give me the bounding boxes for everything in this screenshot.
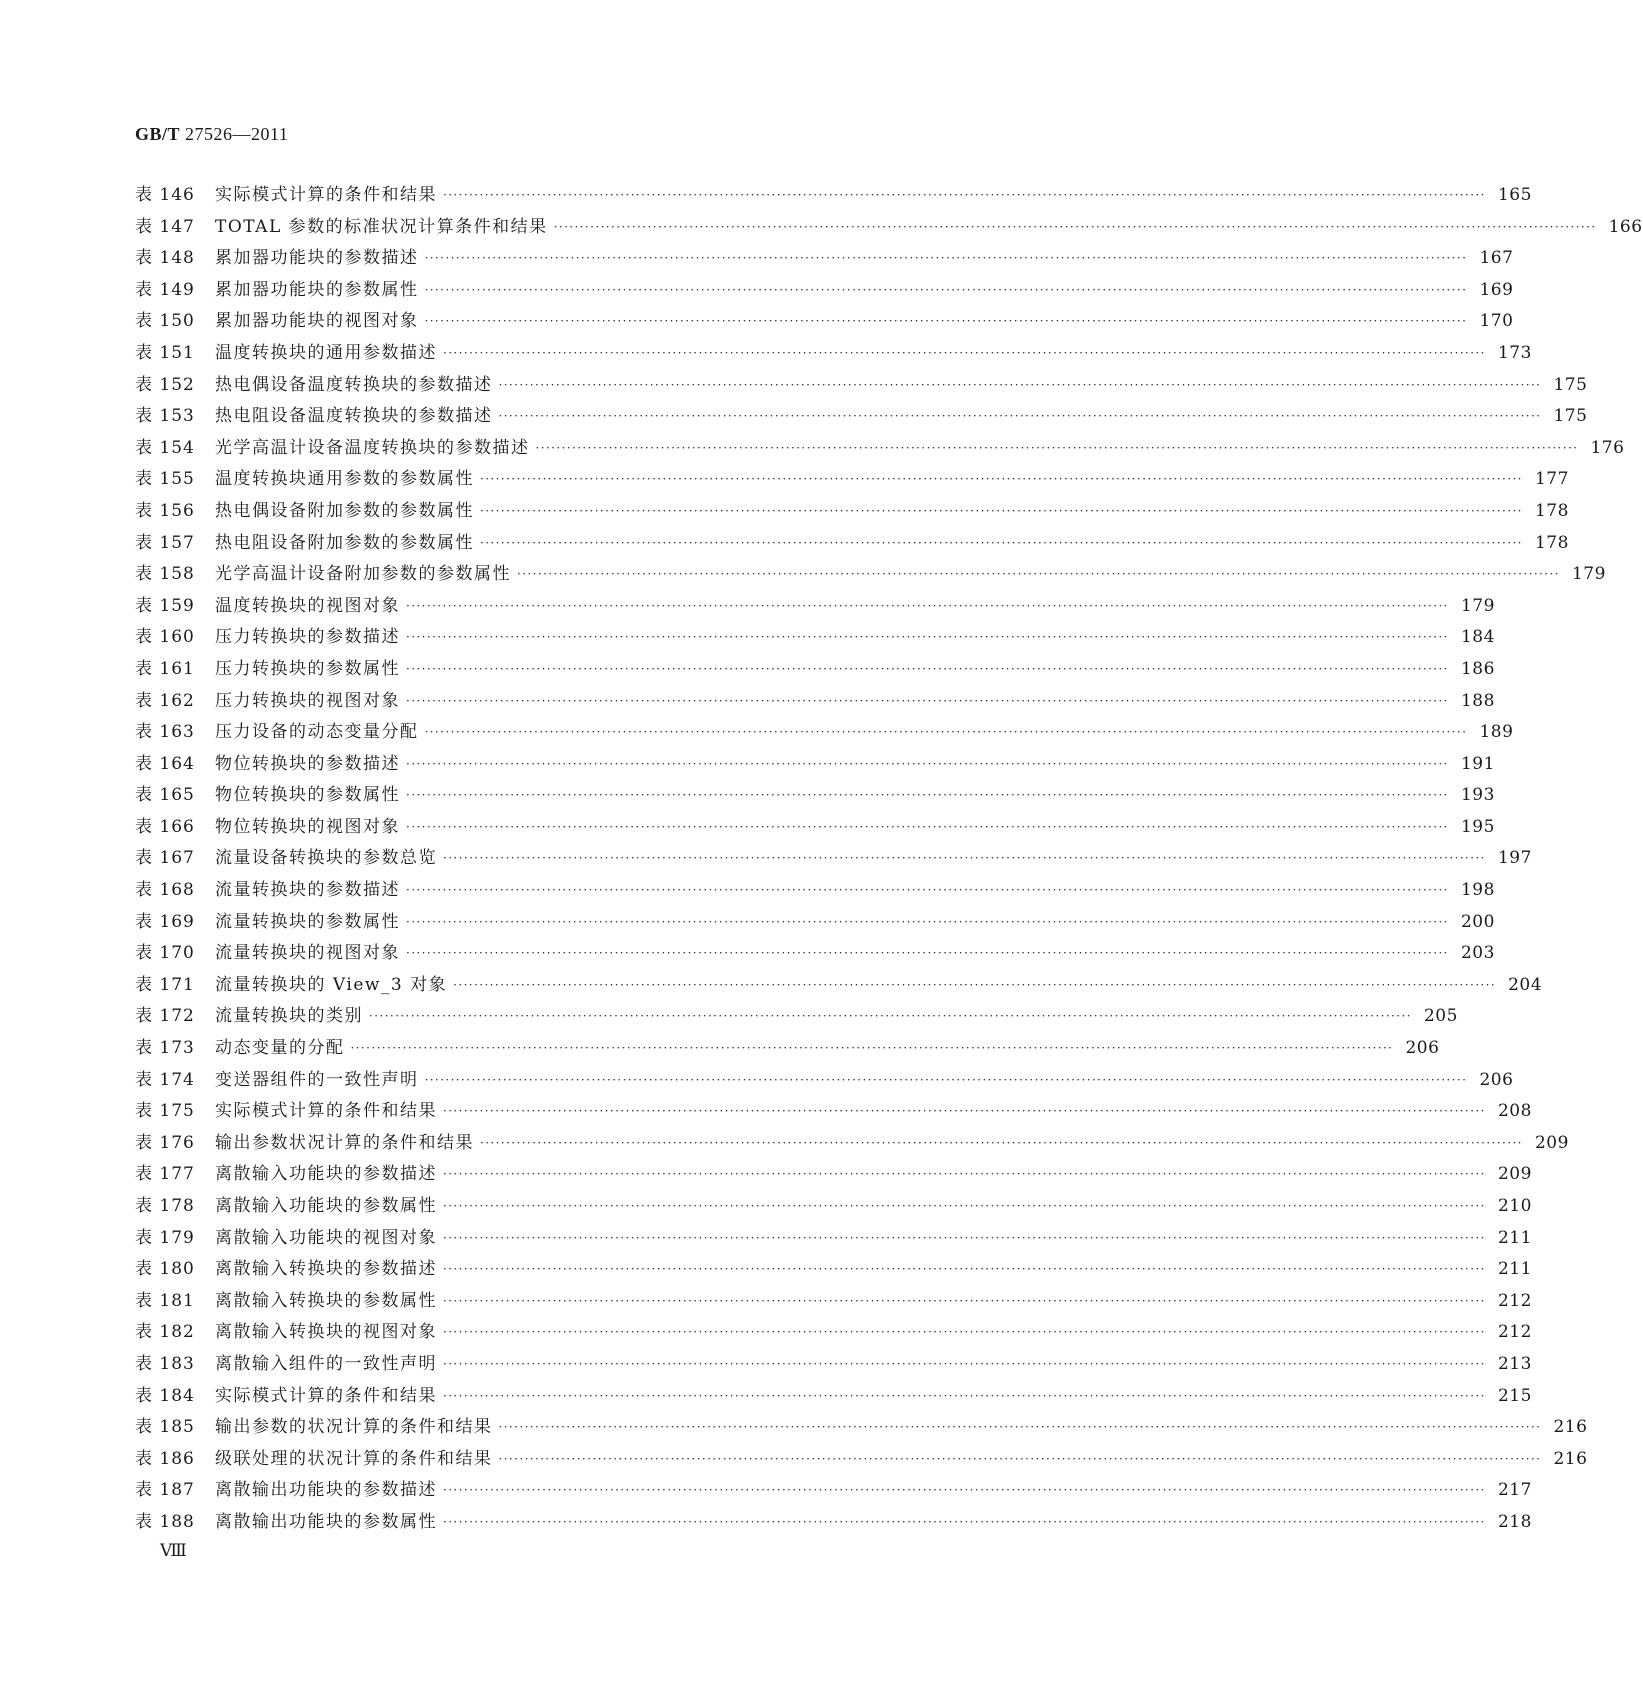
toc-entry-page: 209 — [1497, 1164, 1532, 1185]
toc-dot-leader: ········································································································································································································ — [443, 1483, 1486, 1498]
toc-entry-title: 离散输出功能块的参数属性 — [215, 1507, 443, 1532]
toc-entry-page: 177 — [1534, 469, 1569, 490]
toc-entry-number: 表 187 — [135, 1480, 195, 1501]
toc-entry[interactable] — [135, 1475, 1532, 1507]
toc-entry[interactable] — [135, 1317, 1532, 1349]
toc-dot-leader: ········································································································································································································ — [480, 503, 1523, 518]
toc-entry-page: 210 — [1497, 1196, 1532, 1216]
toc-entry-page: 176 — [1590, 437, 1625, 458]
toc-entry-page: 208 — [1497, 1101, 1532, 1122]
toc-entry[interactable] — [135, 1033, 1440, 1065]
toc-entry-title: 流量转换块的 View_3 对象 — [215, 970, 453, 995]
toc-entry-title: 离散输入组件的一致性声明 — [215, 1349, 443, 1374]
toc-dot-leader: ········································································································································································································ — [406, 883, 1449, 898]
toc-entry[interactable] — [135, 306, 1514, 338]
toc-entry-title: 压力转换块的参数描述 — [215, 622, 406, 647]
toc-entry-title: 物位转换块的参数描述 — [215, 749, 406, 774]
toc-entry-title: 流量转换块的参数属性 — [215, 907, 406, 932]
toc-entry[interactable] — [135, 464, 1569, 496]
toc-entry[interactable] — [135, 1286, 1532, 1318]
toc-entry[interactable] — [135, 1065, 1514, 1097]
toc-dot-leader: ········································································································································································································ — [369, 1009, 1412, 1024]
toc-entry-title: 光学高温计设备附加参数的参数属性 — [215, 559, 517, 584]
toc-entry-title: 压力设备的动态变量分配 — [215, 717, 425, 742]
standard-number: 27526—2011 — [185, 124, 289, 144]
toc-dot-leader: ········································································································································································································ — [480, 472, 1523, 487]
toc-entry-number: 表 176 — [135, 1132, 195, 1153]
toc-entry-number: 表 146 — [135, 185, 195, 205]
toc-entry-title: 流量设备转换块的参数总览 — [215, 843, 443, 868]
toc-entry-number: 表 183 — [135, 1353, 195, 1374]
toc-dot-leader: ········································································································································································································ — [424, 251, 1468, 266]
toc-entry[interactable] — [135, 622, 1495, 654]
toc-entry-number: 表 170 — [135, 943, 195, 964]
toc-entry-title: 物位转换块的视图对象 — [215, 812, 406, 837]
toc-entry[interactable] — [135, 1444, 1588, 1476]
toc-entry[interactable] — [135, 686, 1495, 718]
toc-entry-title: 级联处理的状况计算的条件和结果 — [215, 1444, 499, 1469]
toc-entry[interactable] — [135, 275, 1514, 307]
document-header — [135, 124, 288, 145]
toc-dot-leader: ········································································································································································································ — [406, 693, 1449, 708]
toc-entry[interactable] — [135, 843, 1532, 875]
toc-entry-title: 热电阻设备温度转换块的参数描述 — [215, 401, 499, 426]
toc-dot-leader: ········································································································································································································ — [480, 535, 1523, 550]
toc-dot-leader: ········································································································································································································ — [498, 1451, 1542, 1466]
toc-entry[interactable] — [135, 1381, 1532, 1413]
toc-entry-number: 表 152 — [135, 374, 195, 395]
toc-entry-title: 温度转换块的视图对象 — [215, 591, 406, 616]
toc-dot-leader: ········································································································································································································ — [517, 567, 1560, 582]
toc-entry-page: 169 — [1479, 279, 1514, 300]
toc-entry-title: 实际模式计算的条件和结果 — [215, 180, 443, 205]
toc-entry[interactable] — [135, 1001, 1458, 1033]
toc-dot-leader: ········································································································································································································ — [406, 788, 1449, 803]
toc-dot-leader: ········································································································································································································ — [424, 725, 1468, 740]
toc-entry-page: 204 — [1508, 974, 1543, 995]
toc-entry-title: 压力转换块的视图对象 — [215, 686, 406, 711]
toc-entry-number: 表 188 — [135, 1511, 195, 1532]
toc-dot-leader: ········································································································································································································ — [443, 1293, 1486, 1308]
toc-entry-title: 离散输入功能块的参数属性 — [215, 1191, 443, 1216]
toc-entry-page: 166 — [1608, 216, 1643, 237]
toc-dot-leader: ········································································································································································································ — [453, 977, 1497, 992]
toc-dot-leader: ········································································································································································································ — [553, 219, 1597, 234]
toc-entry[interactable] — [135, 1349, 1532, 1381]
toc-entry[interactable] — [135, 1191, 1532, 1223]
toc-entry-title: 实际模式计算的条件和结果 — [215, 1381, 443, 1406]
toc-entry-page: 205 — [1423, 1006, 1458, 1027]
toc-entry-title: 离散输入转换块的参数描述 — [215, 1254, 443, 1279]
toc-entry-number: 表 153 — [135, 406, 195, 427]
toc-entry-number: 表 184 — [135, 1385, 195, 1406]
toc-entry-page: 212 — [1497, 1322, 1532, 1343]
toc-entry-number: 表 174 — [135, 1069, 195, 1090]
toc-entry-number: 表 185 — [135, 1417, 195, 1438]
toc-dot-leader: ········································································································································································································ — [498, 1420, 1542, 1435]
toc-entry-page: 170 — [1479, 311, 1514, 332]
toc-entry-title: 输出参数的状况计算的条件和结果 — [215, 1412, 499, 1437]
toc-dot-leader: ········································································································································································································ — [443, 851, 1486, 866]
toc-entry-number: 表 147 — [135, 216, 195, 237]
toc-entry-page: 186 — [1460, 658, 1495, 679]
toc-entry-number: 表 164 — [135, 753, 195, 774]
toc-entry-title: 流量转换块的类别 — [215, 1001, 369, 1026]
toc-entry[interactable] — [135, 433, 1625, 465]
toc-entry-page: 175 — [1553, 406, 1588, 427]
toc-entry-page: 211 — [1497, 1227, 1532, 1248]
toc-entry-title: 变送器组件的一致性声明 — [215, 1065, 425, 1090]
toc-entry-page: 188 — [1460, 690, 1495, 711]
toc-entry-page: 179 — [1571, 564, 1606, 585]
toc-entry-page: 173 — [1497, 342, 1532, 363]
toc-dot-leader: ········································································································································································································ — [424, 1072, 1468, 1087]
toc-entry-page: 203 — [1460, 943, 1495, 964]
table-of-contents — [135, 180, 1643, 1539]
toc-dot-leader: ········································································································································································································ — [443, 1230, 1486, 1245]
toc-entry[interactable] — [135, 1128, 1569, 1160]
toc-entry[interactable] — [135, 338, 1532, 370]
toc-entry-title: 热电偶设备温度转换块的参数描述 — [215, 370, 499, 395]
toc-entry-page: 215 — [1497, 1385, 1532, 1406]
toc-entry-number: 表 157 — [135, 532, 195, 553]
toc-dot-leader: ········································································································································································································ — [443, 188, 1486, 202]
toc-dot-leader: ········································································································································································································ — [406, 630, 1449, 645]
toc-entry-number: 表 150 — [135, 311, 195, 332]
toc-entry-page: 167 — [1479, 248, 1514, 269]
toc-dot-leader: ········································································································································································································ — [498, 409, 1542, 424]
toc-entry-page: 191 — [1460, 753, 1495, 774]
toc-entry-number: 表 169 — [135, 911, 195, 932]
toc-entry[interactable] — [135, 591, 1495, 623]
toc-dot-leader: ········································································································································································································ — [443, 345, 1486, 360]
toc-dot-leader: ········································································································································································································ — [443, 1388, 1486, 1403]
toc-entry-title: 累加器功能块的参数属性 — [215, 275, 425, 300]
toc-entry-number: 表 161 — [135, 658, 195, 679]
toc-entry-page: 197 — [1497, 848, 1532, 869]
toc-entry[interactable] — [135, 559, 1606, 591]
toc-entry-page: 195 — [1460, 816, 1495, 837]
toc-dot-leader: ········································································································································································································ — [480, 1135, 1523, 1150]
toc-entry-number: 表 160 — [135, 627, 195, 648]
toc-entry-number: 表 175 — [135, 1101, 195, 1122]
toc-entry[interactable] — [135, 1507, 1532, 1539]
toc-entry-page: 198 — [1460, 880, 1495, 901]
toc-entry-title: 动态变量的分配 — [215, 1033, 351, 1058]
toc-entry-number: 表 148 — [135, 248, 195, 269]
toc-entry[interactable] — [135, 528, 1569, 560]
toc-entry-title: 温度转换块的通用参数描述 — [215, 338, 443, 363]
toc-entry-title: 物位转换块的参数属性 — [215, 780, 406, 805]
toc-dot-leader: ········································································································································································································ — [535, 440, 1579, 455]
toc-entry-title: 输出参数状况计算的条件和结果 — [215, 1128, 480, 1153]
toc-entry[interactable] — [135, 1223, 1532, 1255]
toc-entry-number: 表 154 — [135, 437, 195, 458]
toc-dot-leader: ········································································································································································································ — [406, 914, 1449, 929]
toc-entry[interactable] — [135, 717, 1514, 749]
toc-entry[interactable] — [135, 401, 1588, 433]
toc-entry-number: 表 182 — [135, 1322, 195, 1343]
toc-entry-title: 热电阻设备附加参数的参数属性 — [215, 528, 480, 553]
toc-entry-page: 206 — [1479, 1069, 1514, 1090]
toc-entry[interactable] — [135, 1159, 1532, 1191]
toc-entry-page: 213 — [1497, 1353, 1532, 1374]
toc-entry[interactable] — [135, 496, 1569, 528]
toc-dot-leader: ········································································································································································································ — [443, 1356, 1486, 1371]
toc-entry-number: 表 173 — [135, 1038, 195, 1059]
toc-entry-title: 光学高温计设备温度转换块的参数描述 — [215, 433, 536, 458]
toc-entry-page: 209 — [1534, 1132, 1569, 1153]
page-number: Ⅷ — [160, 1541, 186, 1560]
toc-entry-title: TOTAL 参数的标准状况计算条件和结果 — [215, 212, 554, 237]
toc-entry-page: 178 — [1534, 500, 1569, 521]
toc-entry-page: 206 — [1405, 1038, 1440, 1059]
toc-dot-leader: ········································································································································································································ — [406, 661, 1449, 676]
toc-entry[interactable] — [135, 1412, 1588, 1444]
toc-entry-number: 表 163 — [135, 722, 195, 743]
toc-entry[interactable] — [135, 970, 1543, 1002]
toc-entry-title: 累加器功能块的参数描述 — [215, 243, 425, 268]
toc-entry-title: 流量转换块的视图对象 — [215, 938, 406, 963]
toc-entry[interactable] — [135, 370, 1588, 402]
toc-entry[interactable] — [135, 938, 1495, 970]
toc-dot-leader: ········································································································································································································ — [443, 1167, 1486, 1182]
toc-entry-number: 表 165 — [135, 785, 195, 806]
standard-code: GB/T — [135, 124, 181, 144]
toc-dot-leader: ········································································································································································································ — [350, 1041, 1394, 1056]
toc-dot-leader: ········································································································································································································ — [443, 1199, 1486, 1213]
toc-dot-leader: ········································································································································································································ — [424, 314, 1468, 329]
toc-entry-title: 压力转换块的参数属性 — [215, 654, 406, 679]
toc-entry-number: 表 186 — [135, 1448, 195, 1469]
toc-entry-page: 179 — [1460, 595, 1495, 616]
toc-entry[interactable] — [135, 180, 1532, 212]
toc-entry-number: 表 179 — [135, 1227, 195, 1248]
toc-entry-number: 表 158 — [135, 564, 195, 585]
toc-dot-leader: ········································································································································································································ — [443, 1262, 1486, 1277]
toc-entry[interactable] — [135, 907, 1495, 939]
toc-entry-number: 表 177 — [135, 1164, 195, 1185]
toc-entry-title: 离散输入转换块的参数属性 — [215, 1286, 443, 1311]
toc-entry-page: 211 — [1497, 1259, 1532, 1280]
toc-entry[interactable] — [135, 654, 1495, 686]
toc-entry-page: 165 — [1497, 185, 1532, 205]
toc-entry-page: 212 — [1497, 1290, 1532, 1311]
toc-entry-number: 表 149 — [135, 279, 195, 300]
toc-entry[interactable] — [135, 780, 1495, 812]
toc-entry[interactable] — [135, 212, 1643, 244]
toc-entry-title: 流量转换块的参数描述 — [215, 875, 406, 900]
toc-entry-page: 218 — [1497, 1511, 1532, 1532]
toc-entry-title: 温度转换块通用参数的参数属性 — [215, 464, 480, 489]
toc-entry-number: 表 172 — [135, 1006, 195, 1027]
toc-entry-number: 表 180 — [135, 1259, 195, 1280]
toc-entry-number: 表 162 — [135, 690, 195, 711]
toc-entry-number: 表 168 — [135, 880, 195, 901]
toc-dot-leader: ········································································································································································································ — [406, 946, 1449, 961]
toc-entry-page: 217 — [1497, 1480, 1532, 1501]
toc-entry-title: 离散输入功能块的参数描述 — [215, 1159, 443, 1184]
toc-entry[interactable] — [135, 243, 1514, 275]
toc-entry-number: 表 151 — [135, 342, 195, 363]
toc-entry-page: 184 — [1460, 627, 1495, 648]
toc-entry-title: 实际模式计算的条件和结果 — [215, 1096, 443, 1121]
toc-entry[interactable] — [135, 1254, 1532, 1286]
toc-entry-title: 热电偶设备附加参数的参数属性 — [215, 496, 480, 521]
toc-entry-page: 175 — [1553, 374, 1588, 395]
toc-entry-number: 表 155 — [135, 469, 195, 490]
toc-entry-page: 193 — [1460, 785, 1495, 806]
toc-dot-leader: ········································································································································································································ — [443, 1514, 1486, 1529]
toc-entry-title: 离散输入转换块的视图对象 — [215, 1317, 443, 1342]
toc-entry-number: 表 167 — [135, 848, 195, 869]
toc-dot-leader: ········································································································································································································ — [406, 598, 1449, 613]
toc-entry[interactable] — [135, 749, 1495, 781]
toc-entry-page: 216 — [1553, 1448, 1588, 1469]
toc-dot-leader: ········································································································································································································ — [498, 377, 1542, 392]
toc-dot-leader: ········································································································································································································ — [406, 756, 1449, 771]
toc-entry[interactable] — [135, 812, 1495, 844]
toc-entry-title: 离散输出功能块的参数描述 — [215, 1475, 443, 1500]
toc-entry-page: 216 — [1553, 1417, 1588, 1438]
toc-entry-number: 表 178 — [135, 1196, 195, 1216]
toc-dot-leader: ········································································································································································································ — [424, 282, 1468, 297]
toc-dot-leader: ········································································································································································································ — [406, 819, 1449, 834]
toc-dot-leader: ········································································································································································································ — [443, 1325, 1486, 1340]
toc-entry-title: 累加器功能块的视图对象 — [215, 306, 425, 331]
toc-entry-number: 表 159 — [135, 595, 195, 616]
toc-entry-number: 表 166 — [135, 816, 195, 837]
toc-entry[interactable] — [135, 875, 1495, 907]
toc-entry-number: 表 171 — [135, 974, 195, 995]
toc-entry-page: 189 — [1479, 722, 1514, 743]
toc-entry-page: 178 — [1534, 532, 1569, 553]
toc-entry-number: 表 156 — [135, 500, 195, 521]
toc-entry-number: 表 181 — [135, 1290, 195, 1311]
toc-entry-page: 200 — [1460, 911, 1495, 932]
toc-entry[interactable] — [135, 1096, 1532, 1128]
toc-entry-title: 离散输入功能块的视图对象 — [215, 1223, 443, 1248]
toc-dot-leader: ········································································································································································································ — [443, 1104, 1486, 1119]
